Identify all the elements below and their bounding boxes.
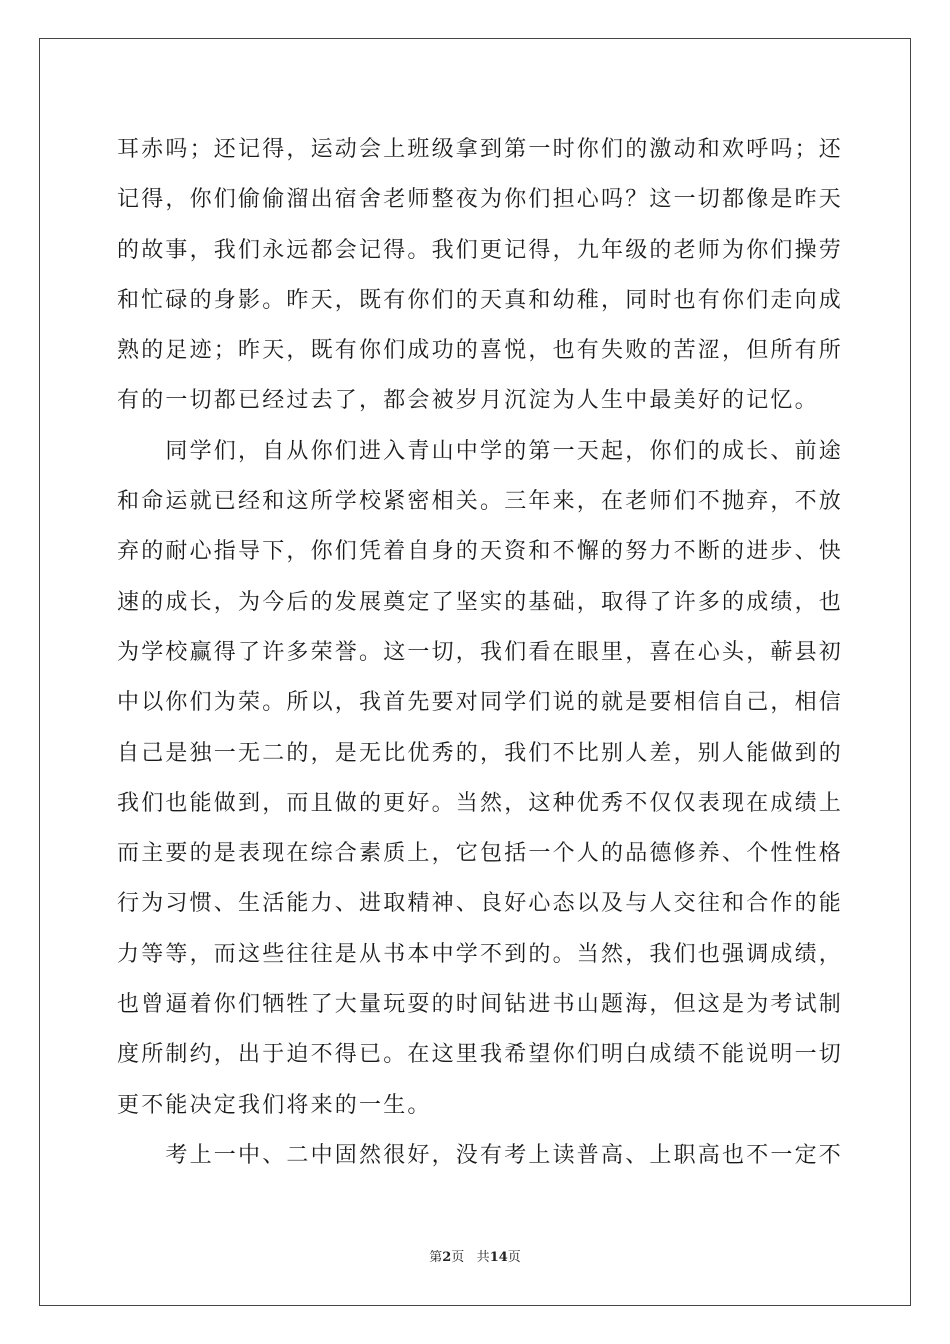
text-line-4: 和忙碌的身影。昨天，既有你们的天真和幼稚，同时也有你们走向成 [117, 287, 844, 313]
text-line-19: 度所制约，出于迫不得已。在这里我希望你们明白成绩不能说明一切 [117, 1042, 844, 1068]
text-line-1: 耳赤吗；还记得，运动会上班级拿到第一时你们的激动和欢呼吗；还 [117, 137, 844, 162]
footer-spacer [464, 1250, 476, 1265]
page-number-suffix: 页 [451, 1250, 465, 1265]
text-line-11: 为学校赢得了许多荣誉。这一切，我们看在眼里，喜在心头，蕲县初 [117, 639, 844, 665]
text-line-3: 的故事，我们永远都会记得。我们更记得，九年级的老师为你们操劳 [117, 237, 844, 263]
text-line-7: 同学们，自从你们进入青山中学的第一天起，你们的成长、前途 [117, 438, 844, 464]
text-line-14: 我们也能做到，而且做的更好。当然，这种优秀不仅仅表现在成绩上 [117, 790, 844, 816]
page-footer [0, 1246, 950, 1265]
text-line-6: 有的一切都已经过去了，都会被岁月沉淀为人生中最美好的记忆。 [117, 388, 819, 414]
text-line-15: 而主要的是表现在综合素质上，它包括一个人的品德修养、个性性格 [117, 841, 844, 867]
text-line-10: 速的成长，为今后的发展奠定了坚实的基础，取得了许多的成绩，也 [117, 589, 844, 615]
page-number-total: 14 [489, 1250, 508, 1265]
text-line-12: 中以你们为荣。所以，我首先要对同学们说的就是要相信自己，相信 [117, 690, 844, 716]
text-line-2: 记得，你们偷偷溜出宿舍老师整夜为你们担心吗？这一切都像是昨天 [117, 187, 844, 213]
text-line-20: 更不能决定我们将来的一生。 [117, 1092, 432, 1118]
text-line-16: 行为习惯、生活能力、进取精神、良好心态以及与人交往和合作的能 [117, 891, 844, 917]
page-number-prefix: 第 [429, 1250, 443, 1265]
text-line-5: 熟的足迹；昨天，既有你们成功的喜悦，也有失败的苦涩，但所有所 [117, 338, 844, 364]
text-line-17: 力等等，而这些往往是从书本中学不到的。当然，我们也强调成绩， [117, 941, 844, 967]
text-line-18: 也曾逼着你们牺牲了大量玩耍的时间钻进书山题海，但这是为考试制 [117, 992, 844, 1018]
text-line-9: 弃的耐心指导下，你们凭着自身的天资和不懈的努力不断的进步、快 [117, 539, 844, 565]
text-line-8: 和命运就已经和这所学校紧密相关。三年来，在老师们不抛弃，不放 [117, 489, 844, 515]
document-body [117, 125, 844, 1181]
page-number-current: 2 [442, 1250, 452, 1265]
text-line-13: 自己是独一无二的，是无比优秀的，我们不比别人差，别人能做到的 [117, 740, 844, 766]
page-total-prefix: 共 [476, 1250, 490, 1265]
text-line-21: 考上一中、二中固然很好，没有考上读普高、上职高也不一定不 [117, 1142, 844, 1168]
page-total-suffix: 页 [507, 1250, 521, 1265]
